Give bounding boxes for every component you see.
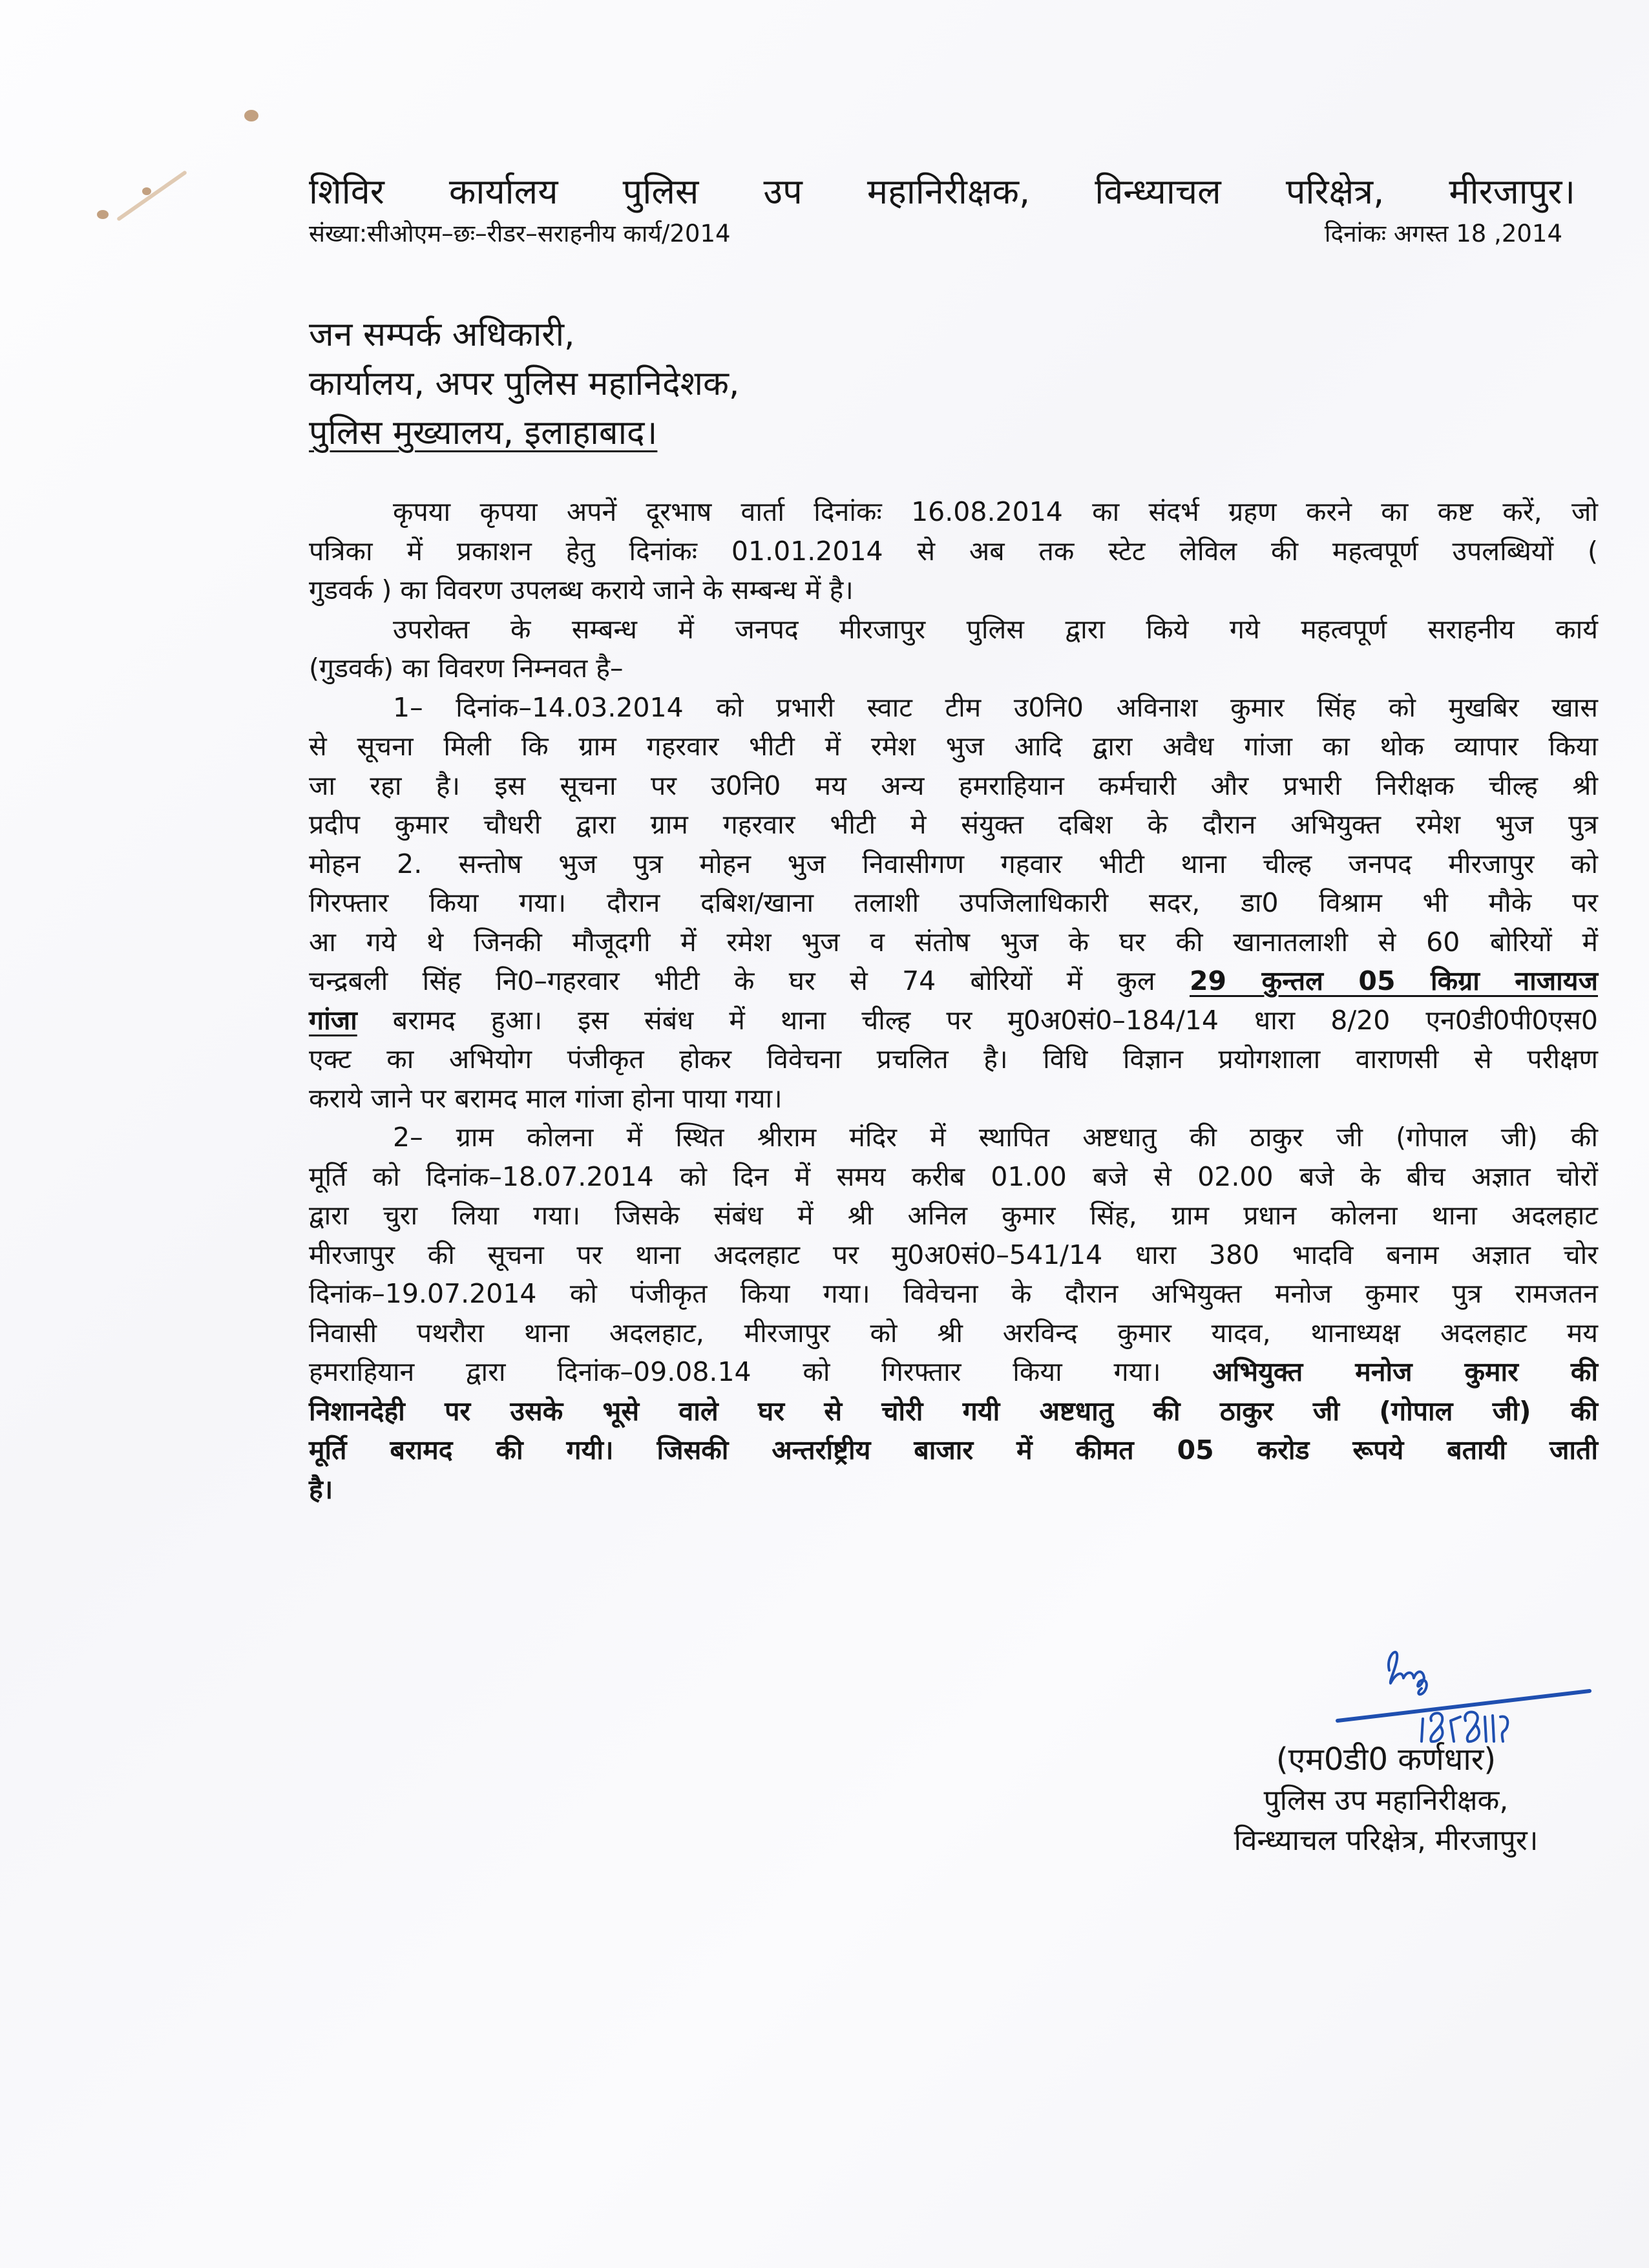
body-line: दिनांक–19.07.2014 को पंजीकृत किया गया। विवेचना के दौरान अभियुक्त मनोज कुमार पुत्र रामजतन	[309, 1278, 1598, 1309]
body-line: उपरोक्त के सम्बन्ध में जनपद मीरजापुर पुलिस द्वारा किये गये महत्वपूर्ण सराहनीय कार्य	[393, 613, 1598, 645]
letter-date: दिनांकः अगस्त 18 ,2014	[1324, 220, 1562, 247]
body-text-segment: हमराहियान द्वारा दिनांक–09.08.14 को गिरफ्तार किया गया।	[309, 1356, 1161, 1387]
paper-stain	[244, 110, 258, 121]
paper-stain	[142, 187, 151, 195]
body-line: मोहन 2. सन्तोष भुज पुत्र मोहन भुज निवासीगण गहवार भीटी थाना चील्ह जनपद मीरजापुर को	[309, 848, 1598, 879]
body-line: गिरफ्तार किया गया। दौरान दबिश/खाना तलाशी उपजिलाधिकारी सदर, डा0 विश्राम भी मौके पर	[309, 887, 1598, 918]
body-line: जा रहा है। इस सूचना पर उ0नि0 मय अन्य हमराहियान कर्मचारी और प्रभारी निरीक्षक चील्ह श्री	[309, 770, 1598, 801]
seized-item-highlight: गांजा	[309, 1004, 357, 1036]
body-line: गुडवर्क ) का विवरण उपलब्ध कराये जाने के सम्बन्ध में है।	[309, 574, 854, 605]
bold-text-segment: अभियुक्त मनोज कुमार की	[1212, 1356, 1598, 1387]
body-line: मूर्ति बरामद की गयी। जिसकी अन्तर्राष्ट्रीय बाजार में कीमत 05 करोड रूपये बतायी जाती	[309, 1434, 1598, 1465]
body-line: निवासी पथरौरा थाना अदलहाट, मीरजापुर को श्री अरविन्द कुमार यादव, थानाध्यक्ष अदलहाट मय	[309, 1317, 1598, 1349]
body-line: मूर्ति को दिनांक–18.07.2014 को दिन में समय करीब 01.00 बजे से 02.00 बजे के बीच अज्ञात चोरों	[309, 1160, 1598, 1192]
body-line	[309, 961, 1598, 1001]
body-line: आ गये थे जिनकी मौजूदगी में रमेश भुज व संतोष भुज के घर की खानातलाशी से 60 बोरियों में	[309, 926, 1598, 958]
body-line	[309, 1352, 1598, 1392]
signatory-name: (एम0डी0 कर्णधार)	[1276, 1741, 1497, 1778]
addressee-line: पुलिस मुख्यालय, इलाहाबाद।	[309, 414, 658, 452]
body-line: निशानदेही पर उसके भूसे वाले घर से चोरी गयी अष्टधातु की ठाकुर जी (गोपाल जी) की	[309, 1395, 1598, 1427]
reference-row	[309, 218, 1562, 249]
signature-initials-stroke	[1389, 1652, 1427, 1694]
paper-crease-mark	[116, 170, 187, 221]
paper-stain	[97, 210, 109, 219]
signatory-designation: पुलिस उप महानिरीक्षक,	[1263, 1784, 1509, 1817]
body-text-segment: चन्द्रबली सिंह नि0–गहरवार भीटी के घर से 74 बोरियों में कुल	[309, 965, 1155, 996]
body-line: कराये जाने पर बरामद माल गांजा होना पाया गया।	[309, 1082, 782, 1114]
seized-quantity-highlight: 29 कुन्तल 05 किग्रा नाजायज	[1190, 965, 1598, 996]
body-line: एक्ट का अभियोग पंजीकृत होकर विवेचना प्रचलित है। विधि विज्ञान प्रयोगशाला वाराणसी से परीक्षण	[309, 1044, 1598, 1075]
letterhead-title: शिविर कार्यालय पुलिस उप महानिरीक्षक, विन्ध्याचल परिक्षेत्र, मीरजापुर।	[309, 171, 1575, 212]
body-line: पत्रिका में प्रकाशन हेतु दिनांकः 01.01.2014 से अब तक स्टेट लेविल की महत्वपूर्ण उपलब्धियों (	[309, 535, 1598, 567]
reference-number: संख्या:सीओएम–छः–रीडर–सराहनीय कार्य/2014	[309, 220, 731, 247]
body-line	[309, 1001, 1598, 1040]
addressee-line: जन सम्पर्क अधिकारी,	[309, 315, 575, 354]
body-line: प्रदीप कुमार चौधरी द्वारा ग्राम गहरवार भीटी मे संयुक्त दबिश के दौरान अभियुक्त रमेश भुज पुत्र	[309, 809, 1598, 840]
body-line: है।	[309, 1473, 333, 1505]
body-line: (गुडवर्क) का विवरण निम्नवत है–	[309, 653, 624, 684]
signatory-office: विन्ध्याचल परिक्षेत्र, मीरजापुर।	[1234, 1824, 1539, 1857]
body-line: 2– ग्राम कोलना में स्थित श्रीराम मंदिर में स्थापित अष्टधातु की ठाकुर जी (गोपाल जी) की	[393, 1122, 1598, 1153]
signature-underline-stroke	[1338, 1691, 1590, 1721]
addressee-line: कार्यालय, अपर पुलिस महानिदेशक,	[309, 364, 740, 403]
body-line: से सूचना मिली कि ग्राम गहरवार भीटी में रमेश भुज आदि द्वारा अवैध गांजा का थोक व्यापार किया	[309, 731, 1598, 762]
body-line: द्वारा चुरा लिया गया। जिसके संबंध में श्री अनिल कुमार सिंह, ग्राम प्रधान कोलना थाना अदलहाट	[309, 1200, 1598, 1231]
letter-body	[309, 492, 1598, 1509]
signature-date-stroke	[1422, 1712, 1507, 1742]
body-line: कृपया कृपया अपनें दूरभाष वार्ता दिनांकः 16.08.2014 का संदर्भ ग्रहण करने का कष्ट करें, जो	[393, 496, 1598, 527]
body-line: 1– दिनांक–14.03.2014 को प्रभारी स्वाट टीम उ0नि0 अविनाश कुमार सिंह को मुखबिर खास	[393, 691, 1598, 723]
body-line: मीरजापुर की सूचना पर थाना अदलहाट पर मु0अ0सं0–541/14 धारा 380 भादवि बनाम अज्ञात चोर	[309, 1239, 1598, 1270]
handwritten-signature	[1292, 1644, 1596, 1748]
body-text-segment: बरामद हुआ। इस संबंध में थाना चील्ह पर मु0अ0सं0–184/14 धारा 8/20 एन0डी0पी0एस0	[392, 1004, 1598, 1036]
addressee-block	[309, 310, 739, 457]
signatory-block	[1176, 1738, 1596, 1861]
